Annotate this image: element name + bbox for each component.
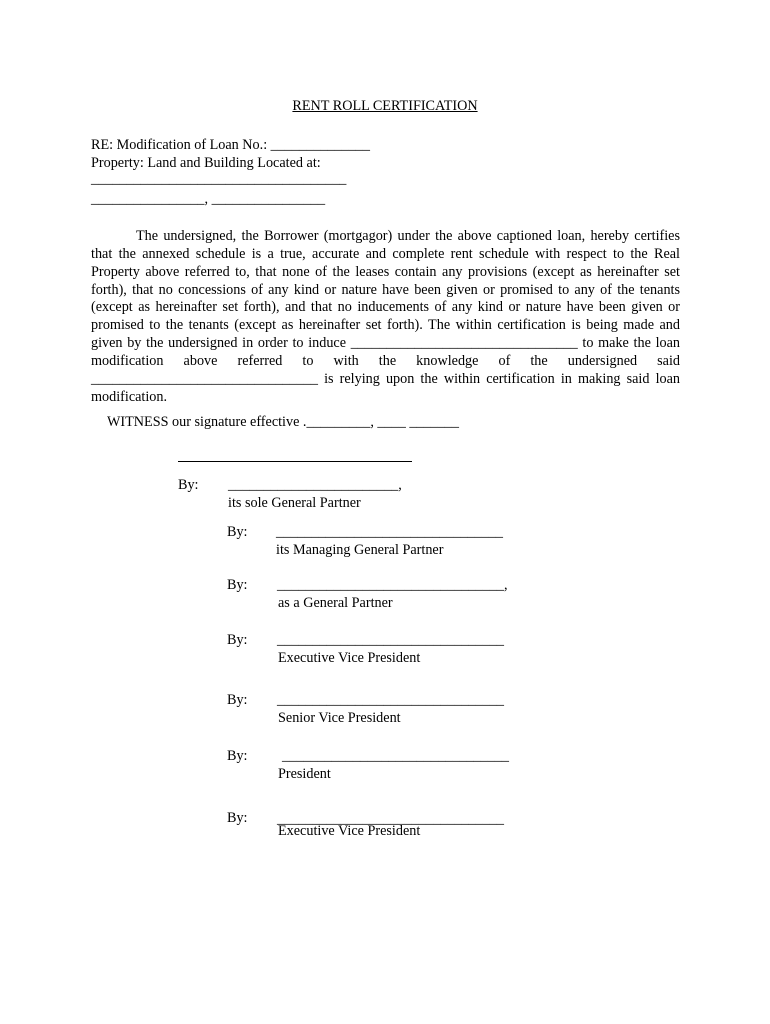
address-blank-line-2: ________________, ________________ xyxy=(91,191,326,207)
property-line: Property: Land and Building Located at: xyxy=(91,155,321,171)
signature-blank: ________________________________ xyxy=(282,748,509,764)
borrower-signature-line xyxy=(178,461,412,462)
certification-text: The undersigned, the Borrower (mortgagor) under the above captioned loan, hereby certifies that the annexed schedule is a true, accurate and complete rent schedule with respect to the Real Property above referred to, that none of the leases contain any provisions (except as hereinafter set forth), that no concessions of any kind or nature have been given or promised to any of the tenants (except as hereinafter set forth), and that no inducements of any kind or nature have been given or promised to the tenants (except as hereinafter set forth). The within certification is being made and given by the undersigned in order to induce ________________________________ to make the loan modification above referred to with the knowledge of the undersigned said ________________________________ is relying upon the within certification in making said loan modification. xyxy=(91,228,680,405)
signature-blank: ________________________, xyxy=(228,477,402,493)
by-label: By: xyxy=(227,524,248,540)
signer-title: Executive Vice President xyxy=(278,650,421,666)
signature-blank: ________________________________ xyxy=(276,524,503,540)
signer-title: its Managing General Partner xyxy=(276,542,444,558)
signer-title: Executive Vice President xyxy=(278,823,421,839)
by-label: By: xyxy=(178,477,199,493)
witness-line: WITNESS our signature effective ._________, ____ _______ xyxy=(107,414,459,430)
certification-paragraph xyxy=(91,228,680,406)
signature-blank: ________________________________ xyxy=(277,692,504,708)
signature-blank: ________________________________ xyxy=(277,811,504,827)
address-blank-line-1: ____________________________________ xyxy=(91,171,347,187)
by-label: By: xyxy=(227,748,248,764)
signer-title: as a General Partner xyxy=(278,595,393,611)
signature-blank: ________________________________, xyxy=(277,577,508,593)
by-label: By: xyxy=(227,632,248,648)
signature-blank: ________________________________ xyxy=(277,632,504,648)
by-label: By: xyxy=(227,577,248,593)
loan-number-line: RE: Modification of Loan No.: ______________ xyxy=(91,137,370,153)
by-label: By: xyxy=(227,692,248,708)
signer-title: its sole General Partner xyxy=(228,495,361,511)
signer-title: President xyxy=(278,766,331,782)
by-label: By: xyxy=(227,810,248,826)
document-title: RENT ROLL CERTIFICATION xyxy=(292,98,478,114)
signer-title: Senior Vice President xyxy=(278,710,401,726)
